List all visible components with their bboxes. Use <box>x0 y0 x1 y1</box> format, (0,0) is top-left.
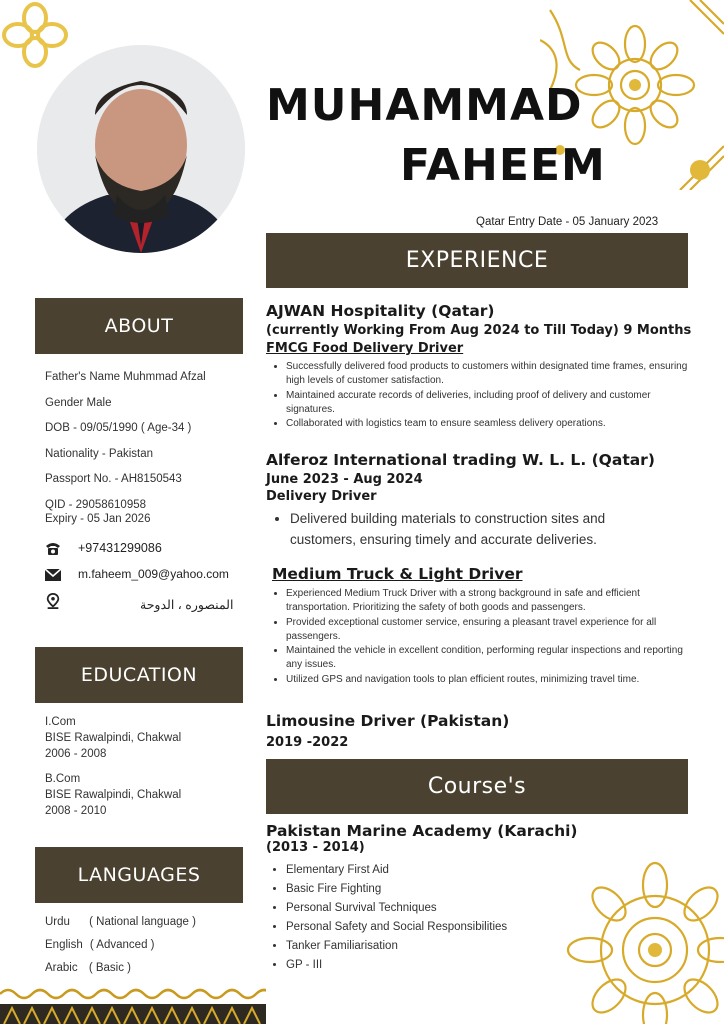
language-item <box>45 962 131 974</box>
education-board: BISE Rawalpindi, Chakwal <box>45 789 182 801</box>
list-item: • Elementary First Aid <box>286 861 586 880</box>
language-level: ( Basic ) <box>88 962 131 974</box>
address: المنصوره ، الدوحة <box>140 598 234 612</box>
list-item: • Basic Fire Fighting <box>286 880 586 899</box>
job3-bullets <box>268 587 696 687</box>
bottom-border-pattern <box>0 986 266 1024</box>
course-period: (2013 - 2014) <box>266 840 365 855</box>
job3-role: Medium Truck & Light Driver <box>272 565 523 583</box>
list-item: • Collaborated with logistics team to ensure seamless delivery operations. <box>286 417 696 431</box>
language-name: English <box>45 939 83 951</box>
education-entry-1 <box>45 714 181 762</box>
list-item: • Experienced Medium Truck Driver with a strong background in safe and efficient transportation. Prioritizing the safety of both goods and passengers. <box>286 587 696 616</box>
languages-heading: LANGUAGES <box>35 847 243 903</box>
education-years: 2006 - 2008 <box>45 748 107 760</box>
language-level: ( National language ) <box>89 916 196 928</box>
list-item: • Maintained accurate records of deliveries, including proof of delivery and customer signatures. <box>286 389 696 418</box>
profile-photo <box>37 45 245 253</box>
courses-heading: Course's <box>266 759 688 814</box>
job1-company: AJWAN Hospitality (Qatar) <box>266 302 495 320</box>
job1-role: FMCG Food Delivery Driver <box>266 341 464 356</box>
list-item: • Provided exceptional customer service, ensuring a pleasant travel experience for all passengers. <box>286 616 696 645</box>
list-item: • Personal Safety and Social Responsibilities <box>286 918 586 937</box>
flower-icon <box>2 2 68 68</box>
list-item: • Successfully delivered food products to customers within designated time frames, ensuring high levels of customer satisfaction. <box>286 360 696 389</box>
list-item: • Utilized GPS and navigation tools to plan efficient routes, minimizing travel time. <box>286 673 696 687</box>
dob: DOB - 09/05/1990 ( Age-34 ) <box>45 422 192 434</box>
name-last: FAHEEM <box>400 140 606 191</box>
job1-period: (currently Working From Aug 2024 to Till Today) 9 Months <box>266 323 692 338</box>
passport: Passport No. - AH8150543 <box>45 473 182 485</box>
education-years: 2008 - 2010 <box>45 805 107 817</box>
education-heading: EDUCATION <box>35 647 243 703</box>
name-first: MUHAMMAD <box>266 80 583 131</box>
father-name: Father's Name Muhmmad Afzal <box>45 371 206 383</box>
email-address[interactable]: m.faheem_009@yahoo.com <box>78 567 229 581</box>
language-name: Urdu <box>45 916 70 928</box>
job4-period: 2019 -2022 <box>266 735 349 750</box>
location-icon <box>44 593 62 609</box>
job2-role: Delivery Driver <box>266 489 377 504</box>
entry-date: Qatar Entry Date - 05 January 2023 <box>476 216 659 228</box>
about-heading: ABOUT <box>35 298 243 354</box>
phone-icon <box>44 540 62 556</box>
language-item <box>45 916 196 928</box>
education-board: BISE Rawalpindi, Chakwal <box>45 732 182 744</box>
qid: QID - 29058610958 <box>45 499 147 511</box>
gender: Gender Male <box>45 397 112 409</box>
email-icon <box>44 567 62 583</box>
qid-expiry: Expiry - 05 Jan 2026 <box>45 513 151 525</box>
list-item: • Tanker Familiarisation <box>286 937 586 956</box>
language-item <box>45 939 155 951</box>
language-level: ( Advanced ) <box>89 939 155 951</box>
job1-bullets <box>268 360 696 431</box>
list-item: • Maintained the vehicle in excellent condition, performing regular inspections and reporting any issues. <box>286 644 696 673</box>
list-item: • Personal Survival Techniques <box>286 899 586 918</box>
experience-heading: EXPERIENCE <box>266 233 688 288</box>
phone-number[interactable]: +97431299086 <box>78 541 162 555</box>
language-name: Arabic <box>45 962 78 974</box>
job2-bullets <box>272 508 670 550</box>
job2-company: Alferoz International trading W. L. L. (Qatar) <box>266 451 655 469</box>
course-list <box>268 861 586 975</box>
education-entry-2 <box>45 771 181 819</box>
job2-period: June 2023 - Aug 2024 <box>266 472 423 487</box>
nationality: Nationality - Pakistan <box>45 448 154 460</box>
course-institute: Pakistan Marine Academy (Karachi) <box>266 822 578 840</box>
education-degree: B.Com <box>45 773 81 785</box>
job4-company: Limousine Driver (Pakistan) <box>266 712 510 730</box>
education-degree: I.Com <box>45 716 76 728</box>
list-item: • GP - III <box>286 956 586 975</box>
list-item: • Delivered building materials to construction sites and customers, ensuring timely and accurate deliveries. <box>290 508 670 550</box>
